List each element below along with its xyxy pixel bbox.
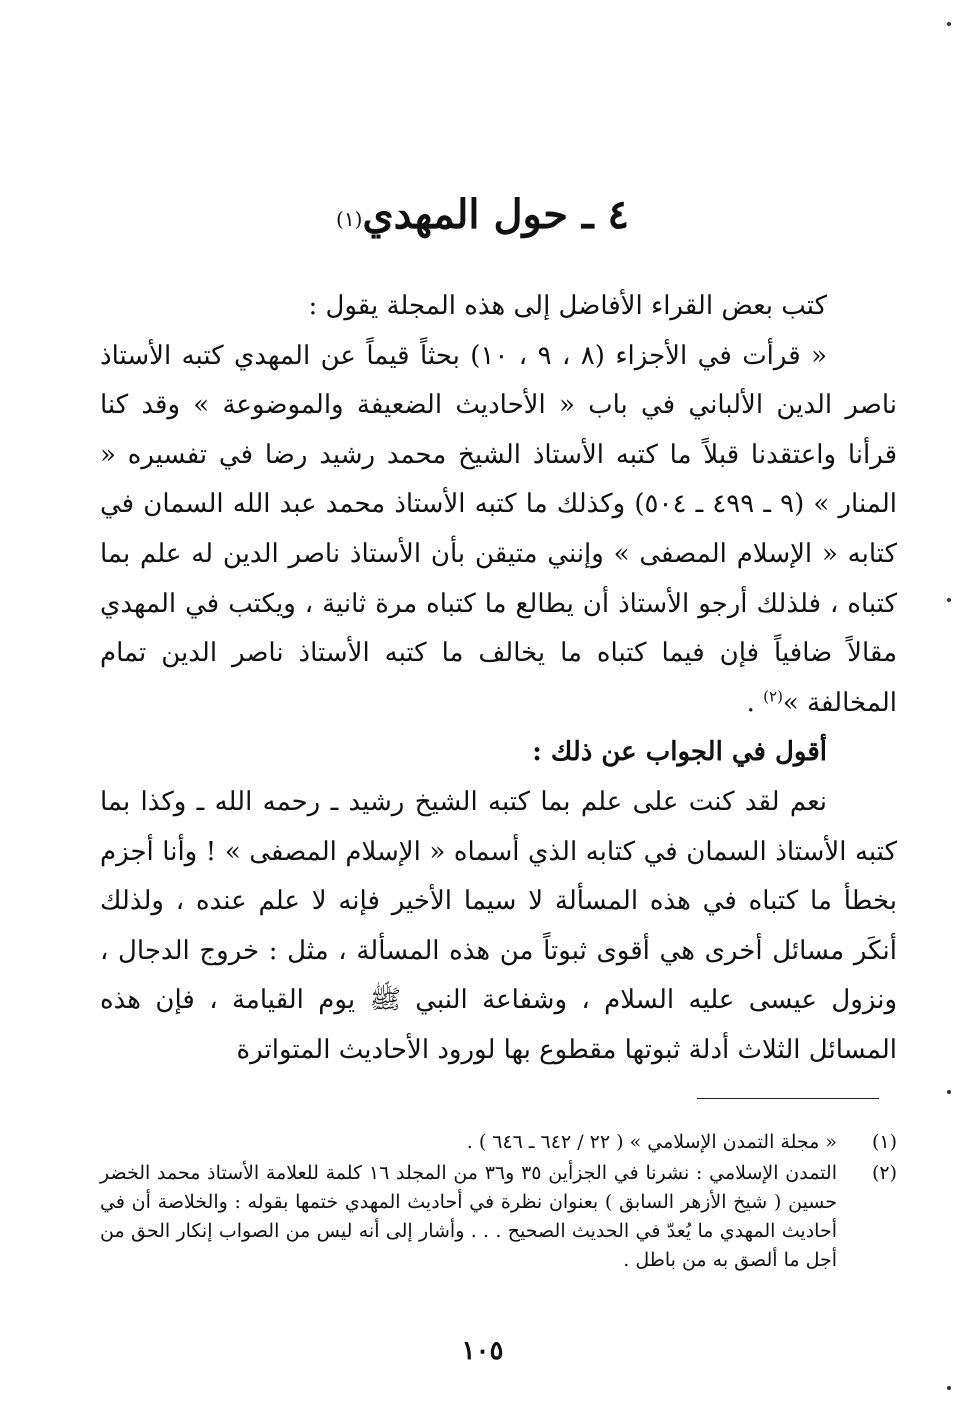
footnote-2: [100, 1159, 897, 1275]
footnote-number: (١): [871, 1131, 897, 1153]
quote-footnote-marker: (٢): [763, 687, 783, 706]
footnotes: [100, 1128, 897, 1277]
footnote-text: « مجلة التمدن الإسلامي » ( ٢٢ / ٦٤٢ ـ ٦٤٦ ) .: [466, 1131, 837, 1153]
footnote-divider: [697, 1098, 879, 1099]
page-number: ١٠٥: [461, 1336, 504, 1366]
footnote-text: التمدن الإسلامي : نشرنا في الجزأين ٣٥ و٣٦ من المجلد ١٦ كلمة للعلامة الأستاذ محمد الخضر حسين ( شيخ الأزهر السابق ) بعنوان نظرة في أحاديث المهدي ختمها بقوله : والخلاصة أن في أحاديث المهدي ما يُعدّ في الحديث الصحيح . . . وأشار إلى أنه ليس من الصواب إنكار الحق من أجل ما ألصق به من باطل .: [100, 1162, 837, 1271]
margin-dot: [947, 1386, 951, 1390]
answer-paragraph: نعم لقد كنت على علم بما كتبه الشيخ رشيد ـ رحمه الله ـ وكذا بما كتبه الأستاذ السمان في كتابه الذي أسماه « الإسلام المصفى » ! وأنا أجزم بخطأ ما كتباه في هذه المسألة لا سيما الأخير فإنه لا علم عنده ، ولذلك أنكَر مسائل أخرى هي أقوى ثبوتاً من هذه المسألة ، مثل : خروج الدجال ، ونزول عيسى عليه السلام ، وشفاعة النبي ﷺ يوم القيامة ، فإن هذه المسائل الثلاث أدلة ثبوتها مقطوع بها لورود الأحاديث المتواترة: [100, 786, 897, 1065]
quote-paragraph: [100, 332, 897, 729]
intro-paragraph: كتب بعض القراء الأفاضل إلى هذه المجلة يقول :: [308, 291, 827, 321]
chapter-title: [0, 185, 965, 245]
margin-dot: [947, 598, 951, 602]
quote-text: « قرأت في الأجزاء (٨ ، ٩ ، ١٠) بحثاً قيماً عن المهدي كتبه الأستاذ ناصر الدين الألباني في باب « الأحاديث الضعيفة والموضوعة » وقد كنا قرأنا واعتقدنا قبلاً ما كتبه الأستاذ الشيخ محمد رشيد رضا في تفسيره « المنار » (٩ ـ ٤٩٩ ـ ٥٠٤) وكذلك ما كتبه الأستاذ محمد عبد الله السمان في كتابه « الإسلام المصفى » وإنني متيقن بأن الأستاذ ناصر الدين له علم بما كتباه ، فلذلك أرجو الأستاذ أن يطالع ما كتباه مرة ثانية ، ويكتب في المهدي مقالاً ضافياً فإن فيما كتباه ما يخالف ما كتبه الأستاذ ناصر الدين تمام المخالفة »: [100, 340, 897, 718]
title-footnote-marker: (١): [336, 206, 363, 231]
answer-heading: أقول في الجواب عن ذلك :: [532, 737, 827, 768]
margin-dot: [947, 22, 951, 26]
margin-dot: [947, 1090, 951, 1094]
main-text: [100, 282, 897, 1076]
footnote-1: [100, 1128, 897, 1157]
footnote-number: (٢): [871, 1162, 897, 1184]
quote-end: .: [746, 687, 764, 718]
chapter-title-text: ٤ ـ حول المهدي: [362, 190, 629, 238]
